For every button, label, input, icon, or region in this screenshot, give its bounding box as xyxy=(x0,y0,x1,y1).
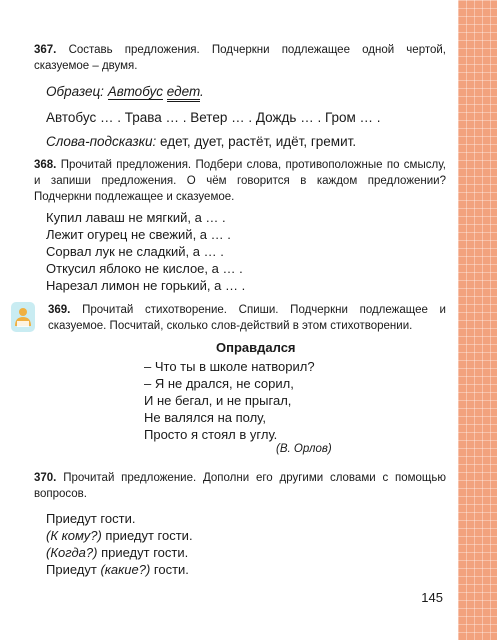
poem-line: Не валялся на полу, xyxy=(144,410,266,425)
ex370-line-3 xyxy=(46,544,193,561)
ex370-line-rest: приедут гости. xyxy=(97,545,189,560)
ex370-line-2 xyxy=(46,527,193,544)
ex367-hint-label: Слова-подсказки: xyxy=(46,134,157,149)
page-number: 145 xyxy=(421,590,443,605)
ex367-task xyxy=(34,42,446,74)
poem-title: Оправдался xyxy=(216,340,296,355)
ex370-line-1: Приедут гости. xyxy=(46,511,136,526)
reading-icon xyxy=(11,302,35,332)
ex370-text: Прочитай предложение. Дополни его другими словами с помощью вопросов. xyxy=(34,472,446,500)
ex367-sample-subject: Автобус xyxy=(107,84,163,99)
ex370-question: (какие?) xyxy=(100,562,151,577)
poem-line: – Что ты в школе натворил? xyxy=(144,359,315,374)
ex367-text: Составь предложения. Подчеркни подлежащее одной чертой, сказуемое – двумя. xyxy=(34,44,446,72)
ex367-hint-words: едет, дует, растёт, идёт, гремит. xyxy=(160,134,357,149)
ex369-task xyxy=(48,302,446,334)
ex367-number: 367. xyxy=(34,44,57,56)
ex368-number: 368. xyxy=(34,159,57,171)
ex368-line: Нарезал лимон не горький, а … . xyxy=(46,278,246,293)
ex368-line: Купил лаваш не мягкий, а … . xyxy=(46,210,226,225)
ex368-line: Лежит огурец не свежий, а … . xyxy=(46,227,231,242)
ex368-text: Прочитай предложения. Подбери слова, противоположные по смыслу, и запиши предложения. О чём говорится в каждом предложении? Подчеркни подлежащее и сказуемое. xyxy=(34,159,446,203)
ex367-sample-predicate: едет xyxy=(167,84,200,102)
ex370-task xyxy=(34,470,446,502)
ex370-line-pre: Приедут xyxy=(46,562,101,577)
poem-line: Просто я стоял в углу. xyxy=(144,427,278,442)
ex369-number: 369. xyxy=(48,304,71,316)
ex368-task xyxy=(34,157,446,205)
ex369-text: Прочитай стихотворение. Спиши. Подчеркни подлежащее и сказуемое. Посчитай, сколько слов-действий в этом стихотворении. xyxy=(48,304,446,332)
ex367-hint xyxy=(46,133,356,150)
poem-line: И не бегал, и не прыгал, xyxy=(144,393,292,408)
ex367-sample-label: Образец: xyxy=(46,84,104,99)
ex370-lines xyxy=(46,510,193,578)
ex367-words-line: Автобус … . Трава … . Ветер … . Дождь … . Гром … . xyxy=(46,110,381,125)
poem-line: – Я не дрался, не сорил, xyxy=(144,376,294,391)
ex370-line-rest: приедут гости. xyxy=(101,528,193,543)
ex367-sample-end: . xyxy=(200,84,204,99)
page-edge-strip xyxy=(458,0,497,640)
ex368-line: Сорвал лук не сладкий, а … . xyxy=(46,244,224,259)
ex370-line-4 xyxy=(46,561,193,578)
ex370-question: (Когда?) xyxy=(46,545,98,560)
ex370-line-rest: гости. xyxy=(150,562,189,577)
poem-author: (В. Орлов) xyxy=(276,443,332,455)
ex367-sample xyxy=(46,83,204,100)
ex370-number: 370. xyxy=(34,472,57,484)
poem-lines xyxy=(144,358,315,443)
ex368-lines xyxy=(46,209,245,294)
ex368-line: Откусил яблоко не кислое, а … . xyxy=(46,261,243,276)
ex370-question: (К кому?) xyxy=(46,528,102,543)
